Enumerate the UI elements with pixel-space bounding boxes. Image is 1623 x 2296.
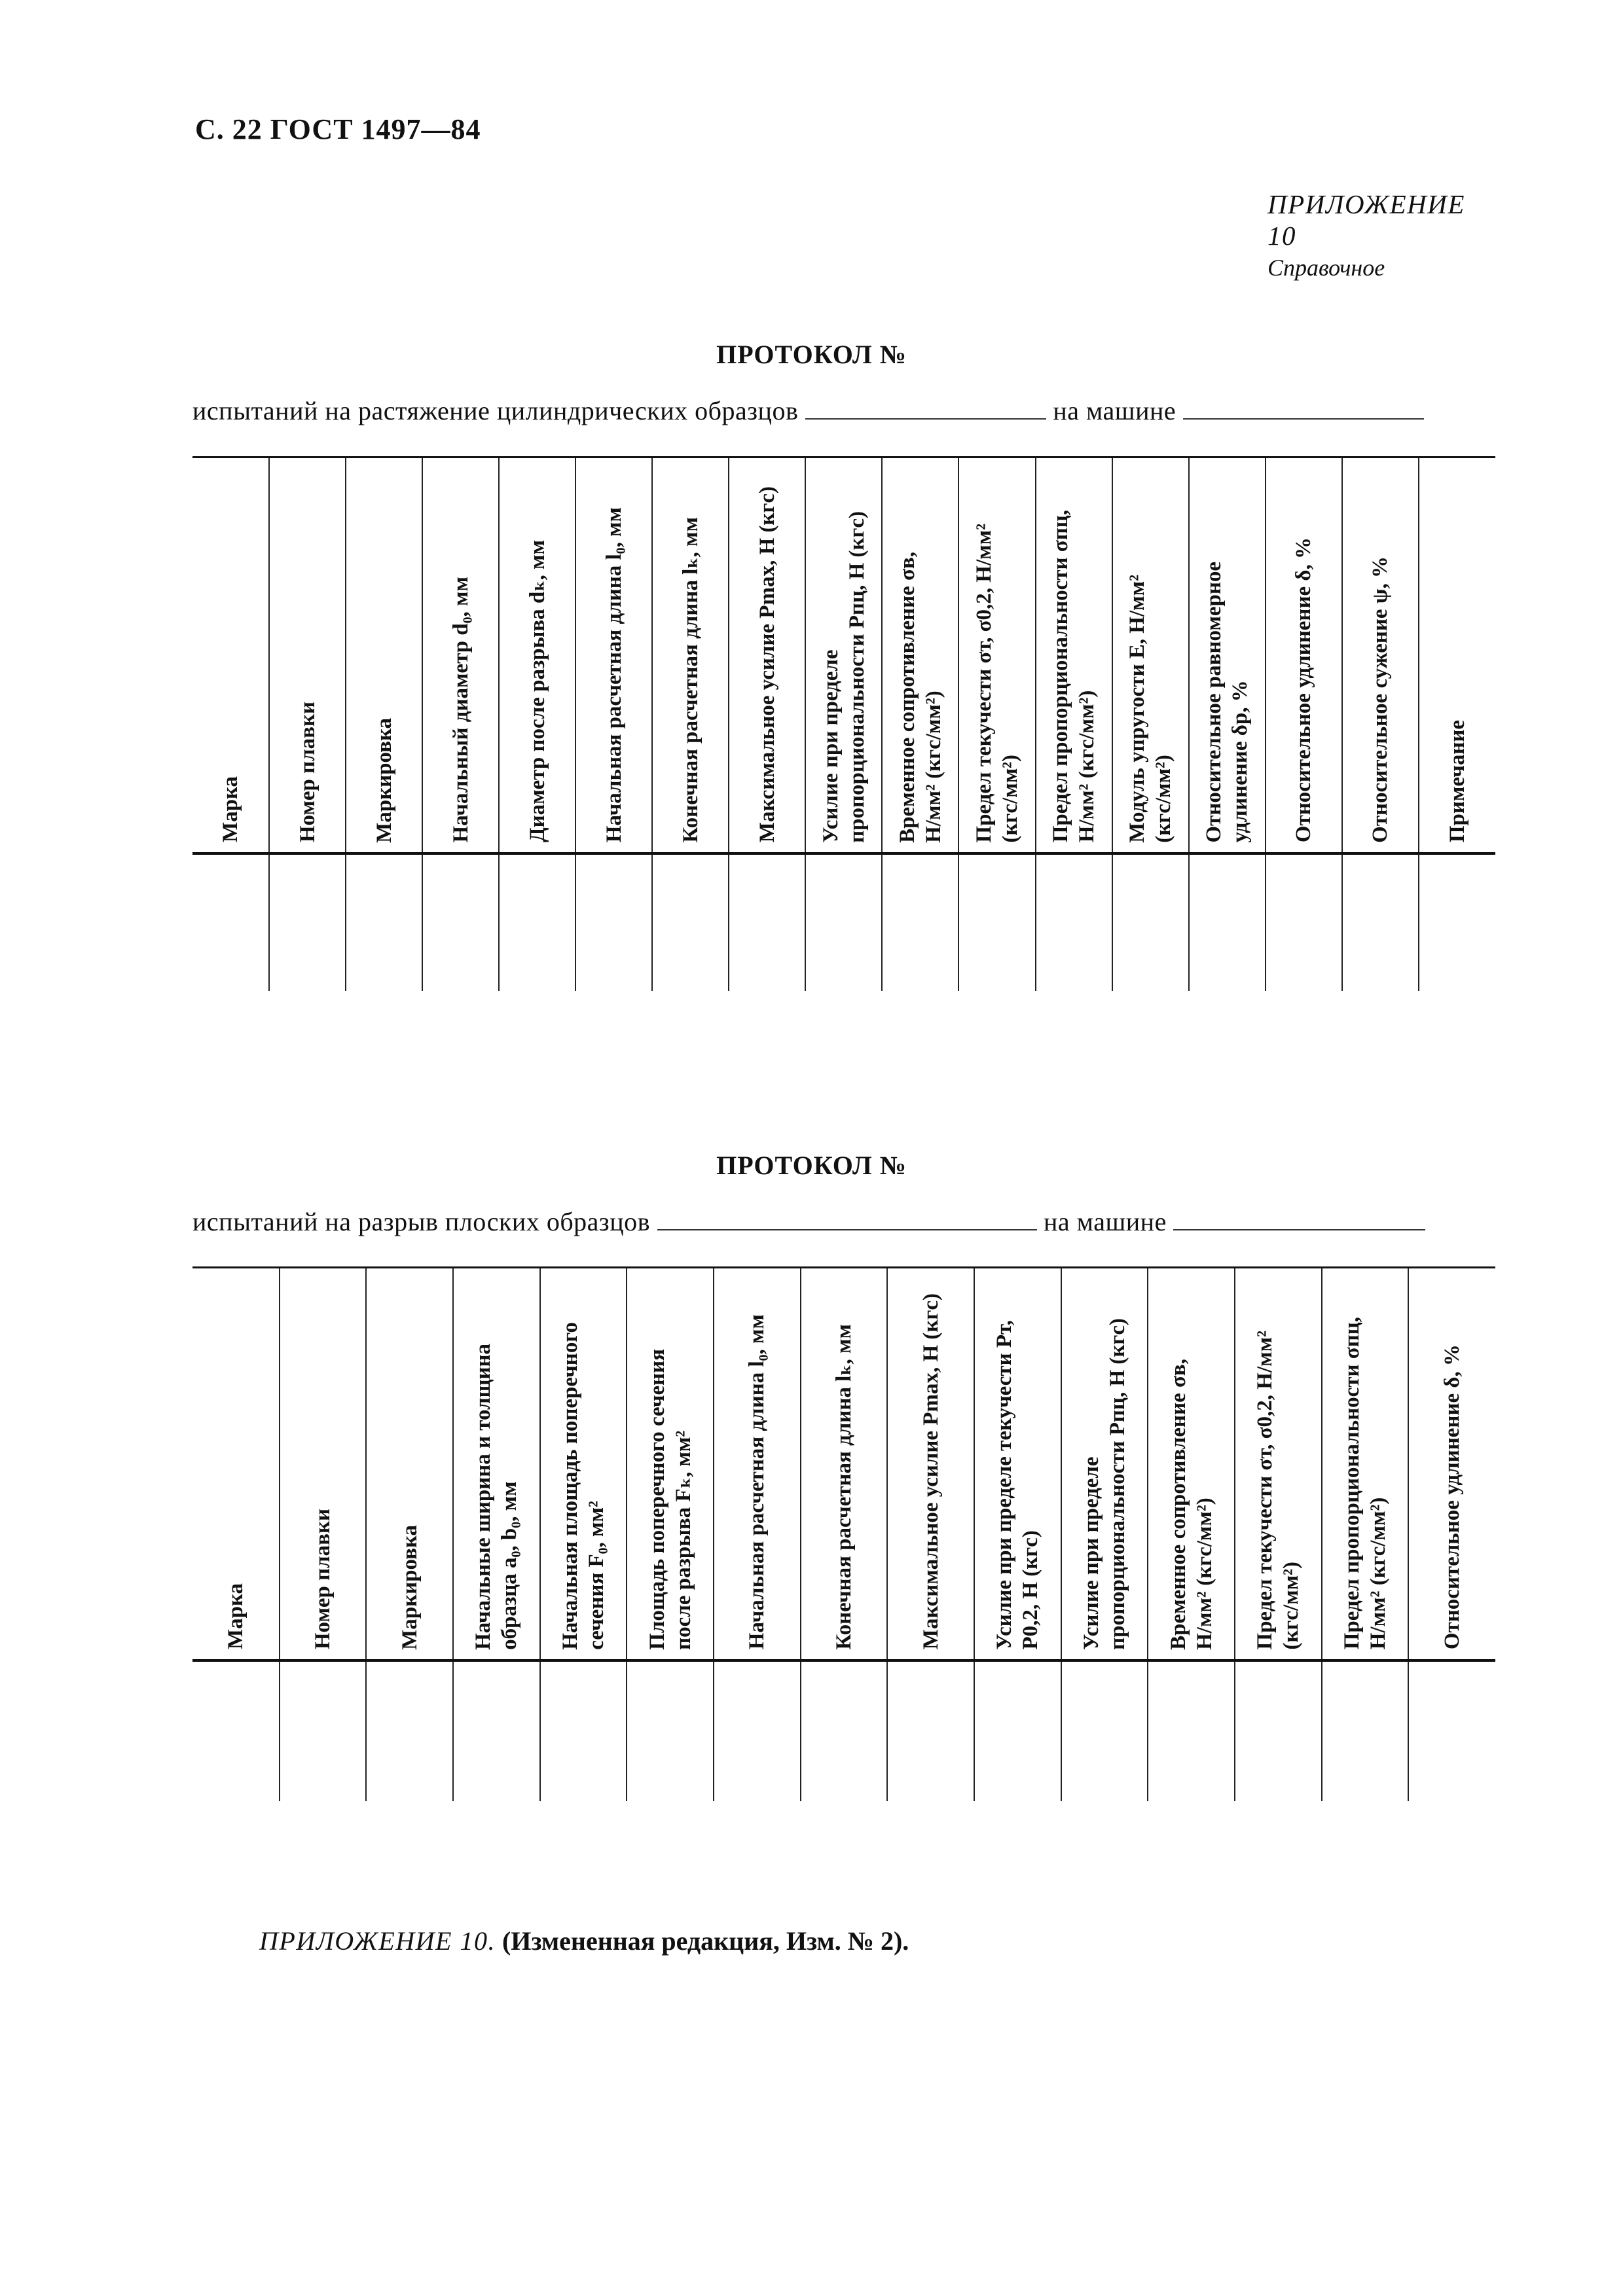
protocol2-header-col bbox=[887, 1268, 974, 1660]
protocol2-header-label: Марка bbox=[223, 1583, 247, 1650]
protocol2-blank-cell bbox=[887, 1660, 974, 1801]
protocol2-subtitle bbox=[192, 1206, 1425, 1237]
protocol2-machine-label: на машине bbox=[1044, 1207, 1167, 1236]
protocol2-header-col bbox=[280, 1268, 367, 1660]
footnote-italic: ПРИЛОЖЕНИЕ 10. bbox=[259, 1926, 496, 1956]
protocol1-header-col bbox=[882, 457, 958, 853]
protocol1-header-col bbox=[958, 457, 1035, 853]
appendix-number: ПРИЛОЖЕНИЕ 10 bbox=[1267, 189, 1465, 251]
footnote-bold: (Измененная редакция, Изм. № 2). bbox=[501, 1926, 909, 1956]
protocol2-header-label: Усилие при пределе пропорциональности Pпц, Н (кгс) bbox=[1079, 1318, 1129, 1650]
protocol2-header-label: Номер плавки bbox=[310, 1509, 335, 1650]
protocol1-title: ПРОТОКОЛ № bbox=[716, 340, 907, 369]
protocol1-header-col bbox=[192, 457, 269, 853]
protocol2-header-label: Начальная расчетная длина l₀, мм bbox=[745, 1314, 769, 1650]
protocol1-header-col bbox=[1419, 457, 1495, 853]
protocol2-blank-cell bbox=[974, 1660, 1061, 1801]
specimen-blank bbox=[657, 1225, 1037, 1230]
protocol1-blank-cell bbox=[1266, 853, 1342, 991]
protocol1-header-label: Относительное удлинение δ, % bbox=[1292, 537, 1316, 843]
machine-blank bbox=[1173, 1225, 1425, 1230]
protocol1-header-label: Номер плавки bbox=[295, 702, 319, 843]
protocol2-header-label: Предел текучести σт, σ0,2, Н/мм² (кгс/мм²) bbox=[1253, 1330, 1304, 1650]
protocol2-table bbox=[192, 1266, 1495, 1801]
protocol1-header-col bbox=[1112, 457, 1189, 853]
protocol2-header-label: Относительное удлинение δ, % bbox=[1440, 1344, 1465, 1650]
protocol1-blank-cell bbox=[805, 853, 882, 991]
protocol2-title: ПРОТОКОЛ № bbox=[716, 1151, 907, 1180]
protocol1-blank-cell bbox=[1189, 853, 1266, 991]
protocol1-header-label: Марка bbox=[219, 776, 243, 843]
protocol2-header-col bbox=[1061, 1268, 1148, 1660]
protocol1-subtitle bbox=[192, 395, 1424, 426]
protocol1-header-label: Начальный диаметр d₀, мм bbox=[448, 576, 473, 843]
protocol2-blank-cell bbox=[1061, 1660, 1148, 1801]
protocol2-header-col bbox=[366, 1268, 453, 1660]
protocol1-blank-cell bbox=[1342, 853, 1419, 991]
protocol2-header-col bbox=[1235, 1268, 1322, 1660]
protocol2-header-col bbox=[540, 1268, 627, 1660]
machine-blank bbox=[1183, 414, 1424, 420]
protocol1-blank-cell bbox=[346, 853, 422, 991]
protocol1-header-label: Примечание bbox=[1445, 720, 1469, 843]
protocol2-header-col bbox=[192, 1268, 280, 1660]
specimen-blank bbox=[805, 414, 1046, 420]
protocol2-header-label: Временное сопротивление σв, Н/мм² (кгс/мм²) bbox=[1166, 1358, 1216, 1650]
footnote bbox=[259, 1926, 909, 1956]
protocol2-header-col bbox=[1322, 1268, 1409, 1660]
protocol1-header-label: Конечная расчетная длина lₖ, мм bbox=[678, 516, 702, 843]
protocol2-header-label: Начальная площадь поперечного сечения F₀, мм² bbox=[558, 1321, 608, 1650]
protocol2-header-label: Предел пропорциональности σпц, Н/мм² (кгс/мм²) bbox=[1340, 1317, 1390, 1650]
protocol2-blank-cell bbox=[1322, 1660, 1409, 1801]
protocol1-header-col bbox=[1266, 457, 1342, 853]
protocol1-header-col bbox=[805, 457, 882, 853]
protocol1-header-label: Усилие при пределе пропорциональности Pпц, Н (кгс) bbox=[818, 511, 869, 843]
protocol2-header-label: Начальные ширина и толщина образца a₀, b₀, мм bbox=[471, 1343, 522, 1650]
protocol1-table bbox=[192, 456, 1495, 991]
page-header: С. 22 ГОСТ 1497—84 bbox=[195, 113, 481, 145]
protocol2-header-col bbox=[714, 1268, 801, 1660]
protocol2-header-label: Площадь поперечного сечения после разрыва Fₖ, мм² bbox=[645, 1348, 695, 1650]
appendix-kind: Справочное bbox=[1267, 255, 1385, 281]
protocol2-blank-cell bbox=[1235, 1660, 1322, 1801]
protocol1-header-col bbox=[1342, 457, 1419, 853]
protocol1-blank-cell bbox=[575, 853, 652, 991]
protocol1-machine-label: на машине bbox=[1053, 396, 1176, 425]
appendix-label bbox=[1267, 188, 1497, 281]
protocol1-subtitle-prefix: испытаний на растяжение цилиндрических образцов bbox=[192, 396, 799, 425]
protocol1-header-col bbox=[499, 457, 575, 853]
protocol1-header-label: Диаметр после разрыва dₖ, мм bbox=[525, 540, 549, 843]
protocol2-blank-cell bbox=[801, 1660, 888, 1801]
protocol2-header-col bbox=[1408, 1268, 1495, 1660]
protocol1-header-col bbox=[346, 457, 422, 853]
protocol2-blank-cell bbox=[627, 1660, 714, 1801]
protocol1-header-col bbox=[1036, 457, 1112, 853]
protocol1-blank-cell bbox=[652, 853, 729, 991]
protocol2-header-label: Максимальное усилие Pmax, Н (кгс) bbox=[919, 1293, 943, 1650]
protocol2-header-col bbox=[627, 1268, 714, 1660]
protocol2-header-label: Маркировка bbox=[397, 1524, 422, 1650]
protocol2-subtitle-prefix: испытаний на разрыв плоских образцов bbox=[192, 1207, 651, 1236]
protocol1-blank-cell bbox=[729, 853, 805, 991]
protocol1-header-col bbox=[269, 457, 346, 853]
protocol2-blank-cell bbox=[540, 1660, 627, 1801]
protocol1-blank-cell bbox=[1419, 853, 1495, 991]
protocol1-header-label: Максимальное усилие Pmax, H (кгс) bbox=[755, 486, 779, 843]
protocol1-header-col bbox=[729, 457, 805, 853]
protocol2-blank-cell bbox=[280, 1660, 367, 1801]
protocol2-header-col bbox=[801, 1268, 888, 1660]
protocol1-blank-cell bbox=[1112, 853, 1189, 991]
protocol1-header-col bbox=[652, 457, 729, 853]
protocol2-header-col bbox=[974, 1268, 1061, 1660]
protocol1-header-col bbox=[1189, 457, 1266, 853]
protocol2-header-label: Конечная расчетная длина lₖ, мм bbox=[831, 1323, 856, 1650]
protocol2-header-col bbox=[1148, 1268, 1235, 1660]
protocol2-blank-cell bbox=[453, 1660, 540, 1801]
protocol1-header-col bbox=[422, 457, 499, 853]
protocol2-blank-cell bbox=[1148, 1660, 1235, 1801]
protocol1-blank-cell bbox=[269, 853, 346, 991]
protocol1-blank-cell bbox=[882, 853, 958, 991]
protocol2-blank-cell bbox=[192, 1660, 280, 1801]
protocol2-blank-cell bbox=[366, 1660, 453, 1801]
protocol2-blank-cell bbox=[1408, 1660, 1495, 1801]
protocol1-header-label: Относительное равномерное удлинение δр, % bbox=[1202, 562, 1252, 843]
protocol1-header-col bbox=[575, 457, 652, 853]
protocol1-header-label: Предел текучести σт, σ0,2, Н/мм² (кгс/мм²) bbox=[972, 523, 1022, 843]
protocol1-blank-cell bbox=[1036, 853, 1112, 991]
protocol1-header-label: Маркировка bbox=[372, 717, 396, 843]
protocol1-blank-cell bbox=[958, 853, 1035, 991]
protocol1-header-label: Относительное сужение ψ, % bbox=[1368, 556, 1393, 843]
protocol1-header-label: Предел пропорциональности σпц, Н/мм² (кгс/мм²) bbox=[1049, 510, 1099, 843]
protocol1-blank-cell bbox=[499, 853, 575, 991]
protocol2-header-label: Усилие при пределе текучести Pт, P0,2, Н (кгс) bbox=[993, 1319, 1043, 1650]
protocol2-blank-cell bbox=[714, 1660, 801, 1801]
protocol1-header-label: Начальная расчетная длина l₀, мм bbox=[602, 507, 626, 843]
protocol1-header-label: Временное сопротивление σв, Н/мм² (кгс/мм²) bbox=[895, 551, 945, 843]
protocol1-blank-cell bbox=[422, 853, 499, 991]
protocol1-header-label: Модуль упругости E, Н/мм² (кгс/мм²) bbox=[1125, 574, 1176, 843]
protocol1-blank-cell bbox=[192, 853, 269, 991]
protocol2-header-col bbox=[453, 1268, 540, 1660]
